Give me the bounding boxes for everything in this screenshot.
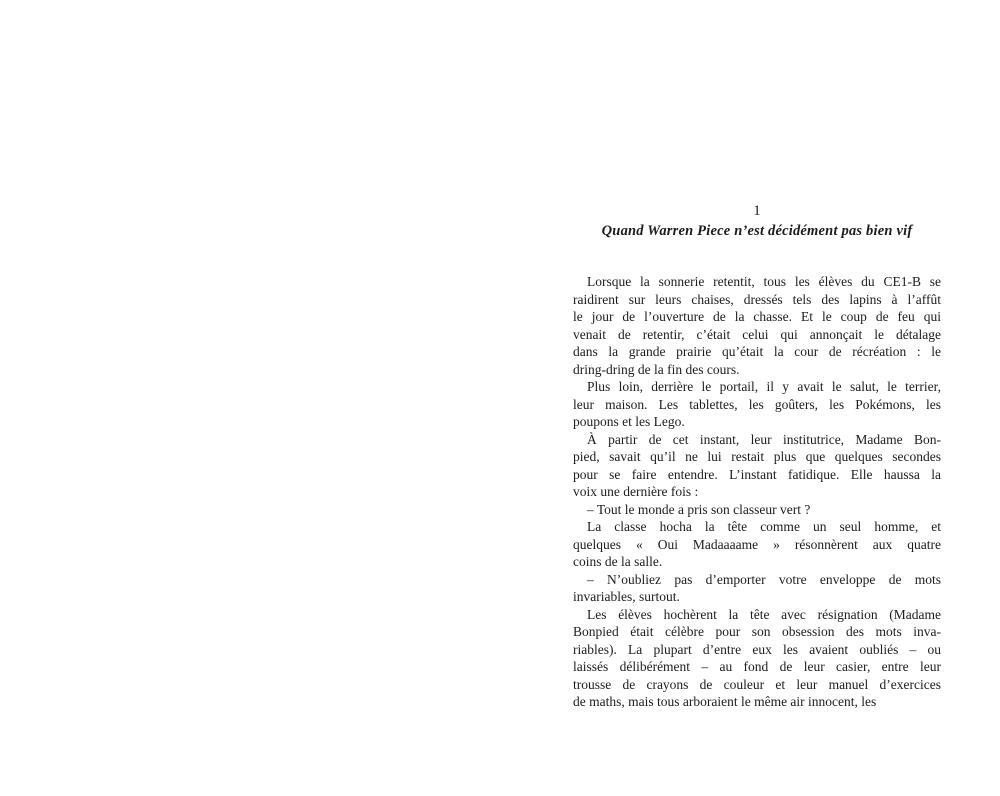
text-line: trousse de crayons de couleur et leur manuel d’exercices — [573, 676, 941, 692]
text-line: Plus loin, derrière le portail, il y avait le salut, le terrier, — [587, 379, 941, 394]
text-line: – Tout le monde a pris son classeur vert ? — [587, 501, 811, 517]
text-line: pied, savait qu’il ne lui restait plus que quelques secondes — [573, 449, 941, 464]
text-line: invariables, surtout. — [573, 589, 680, 604]
text-line: dans la grande prairie qu’était la cour de récréation : le — [573, 344, 941, 359]
text-line: voix une dernière fois : — [573, 484, 699, 499]
text-column — [573, 202, 941, 711]
text-line: Bonpied était célèbre pour son obsession des mots inva- — [573, 624, 941, 639]
text-line: coins de la salle. — [573, 554, 663, 569]
chapter-head — [573, 202, 941, 240]
text-line: le jour de l’ouverture de la chasse. Et le coup de feu qui — [573, 309, 941, 324]
text-line: dring-dring de la fin des cours. — [573, 361, 740, 377]
text-line: raidirent sur leurs chaises, dressés tels des lapins à l’affût — [573, 291, 941, 307]
text-line: riables). La plupart d’entre eux les avaient oubliés – ou — [573, 641, 941, 657]
text-line: À partir de cet instant, leur institutrice, Madame Bon- — [587, 431, 941, 447]
text-line: poupons et les Lego. — [573, 414, 685, 429]
text-line: Les élèves hochèrent la tête avec résignation (Madame — [587, 606, 941, 622]
text-line: Lorsque la sonnerie retentit, tous les élèves du CE1-B se — [587, 274, 941, 289]
text-line: La classe hocha la tête comme un seul homme, et — [587, 519, 941, 534]
text-line: pour se faire entendre. L’instant fatidique. Elle haussa la — [573, 466, 941, 482]
text-line: quelques « Oui Madaaaame » résonnèrent aux quatre — [573, 536, 941, 552]
text-line: laissés délibérément – au fond de leur casier, entre leur — [573, 659, 941, 674]
text-line: venait de retentir, c’était celui qui annonçait le détalage — [573, 326, 941, 342]
text-line: de maths, mais tous arboraient le même air innocent, les — [573, 694, 877, 709]
body-text — [573, 273, 941, 711]
chapter-title: Quand Warren Piece n’est décidément pas bien vif — [601, 223, 913, 239]
text-line: – N’oubliez pas d’emporter votre enveloppe de mots — [587, 571, 941, 587]
text-line: leur maison. Les tablettes, les goûters, les Pokémons, les — [573, 396, 941, 412]
chapter-number: 1 — [753, 203, 761, 219]
